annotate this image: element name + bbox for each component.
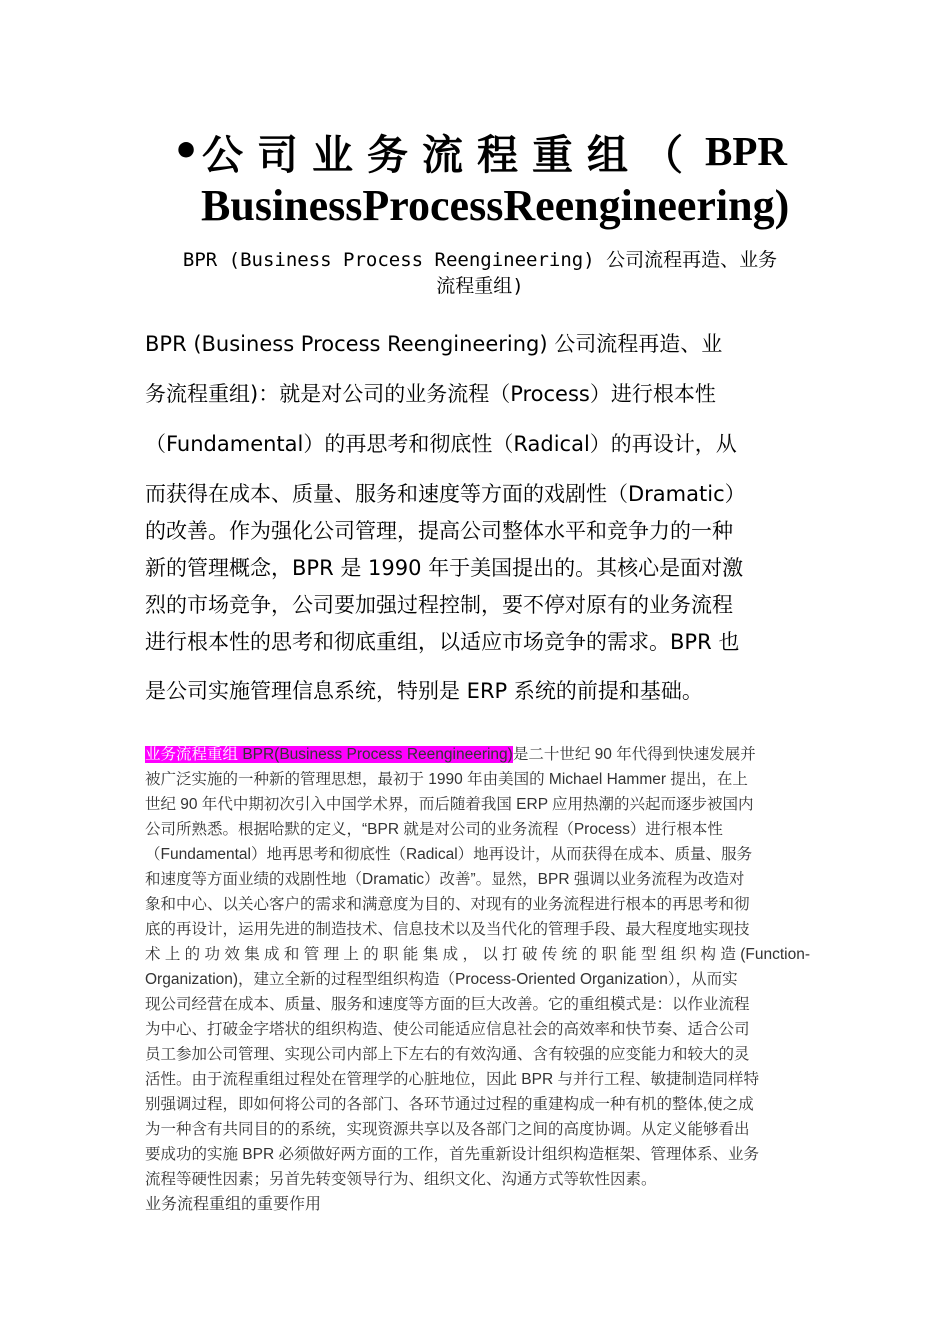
body-line: 要成功的实施 BPR 必须做好两方面的工作，首先重新设计组织构造框架、管理体系、业务: [145, 1146, 759, 1163]
heading-line-1: [172, 124, 812, 178]
body-line: 和速度等方面业绩的戏剧性地（Dramatic）改善”。显然，BPR 强调以业务流程为改造对: [145, 871, 745, 888]
section-heading: 业务流程重组的重要作用: [145, 1196, 322, 1213]
document-subtitle: [145, 247, 815, 299]
body-line: 员工参加公司管理、实现公司内部上下左右的有效沟通、含有较强的应变能力和较大的灵: [145, 1046, 750, 1063]
body-line: 现公司经营在成本、质量、服务和速度等方面的巨大改善。它的重组模式是：以作业流程: [145, 996, 750, 1013]
heading-bpr-text: BPR: [705, 128, 787, 174]
body-paragraph: [145, 742, 810, 1217]
intro-line: 新的管理概念，BPR 是 1990 年于美国提出的。其核心是面对激: [145, 556, 744, 580]
body-line: 公司所熟悉。根据哈默的定义，“BPR 就是对公司的业务流程（Process）进行根本性: [145, 821, 723, 838]
intro-line: （Fundamental）的再思考和彻底性（Radical）的再设计，从: [145, 432, 737, 456]
intro-line: BPR (Business Process Reengineering) 公司流程再造、业: [145, 332, 723, 356]
intro-line: 的改善。作为强化公司管理，提高公司整体水平和竞争力的一种: [145, 519, 733, 543]
heading-line-2: BusinessProcessReengineering): [201, 181, 790, 230]
subtitle-line-2: 流程重组): [436, 275, 524, 297]
body-line: Organization)，建立全新的过程型组织构造（Process-Oriented Organization），从而实: [145, 971, 738, 988]
intro-paragraph: [145, 326, 805, 710]
body-line: 象和中心、以关心客户的需求和满意度为目的、对现有的业务流程进行根本的再思考和彻: [145, 896, 750, 913]
body-line: 流程等硬性因素；另首先转变领导行为、组织文化、沟通方式等软性因素。: [145, 1171, 657, 1188]
body-line: 术上的功效集成和管理上的职能集成，以打破传统的职能型组织构造(Function-: [145, 946, 810, 963]
bullet-icon: •: [172, 125, 201, 177]
body-line: 别强调过程，即如何将公司的各部门、各环节通过过程的重建构成一种有机的整体,使之成: [145, 1096, 754, 1113]
body-line: 被广泛实施的一种新的管理思想，最初于 1990 年由美国的 Michael Hammer 提出，在上: [145, 771, 748, 788]
intro-line: 而获得在成本、质量、服务和速度等方面的戏剧性（Dramatic）: [145, 482, 746, 506]
intro-line: 务流程重组)：就是对公司的业务流程（Process）进行根本性: [145, 382, 716, 406]
intro-line: 进行根本性的思考和彻底重组，以适应市场竞争的需求。BPR 也: [145, 630, 740, 654]
body-line: （Fundamental）地再思考和彻底性（Radical）地再设计，从而获得在成本、质量、服务: [145, 846, 753, 863]
subtitle-line-1: BPR (Business Process Reengineering) 公司流程再造、业务: [182, 249, 778, 271]
highlighted-text: [145, 746, 513, 763]
document-heading: [172, 124, 812, 231]
highlight-bpr: BPR(Business Process Reengineering): [242, 746, 513, 763]
body-line: 为一种含有共同目的的系统，实现资源共享以及各部门之间的高度协调。从定义能够看出: [145, 1121, 750, 1138]
body-line: 活性。由于流程重组过程处在管理学的心脏地位，因此 BPR 与并行工程、敏捷制造同样特: [145, 1071, 759, 1088]
intro-line: 烈的市场竞争，公司要加强过程控制，要不停对原有的业务流程: [145, 593, 733, 617]
intro-line: 是公司实施管理信息系统，特别是 ERP 系统的前提和基础。: [145, 679, 703, 703]
highlight-cjk: 业务流程重组: [145, 746, 243, 763]
body-line-rest: 是二十世纪 90 年代得到快速发展并: [512, 746, 756, 763]
body-line: 为中心、打破金字塔状的组织构造、使公司能适应信息社会的高效率和快节奏、适合公司: [145, 1021, 750, 1038]
body-line-first: [145, 742, 810, 767]
body-line: 底的再设计，运用先进的制造技术、信息技术以及当代化的管理手段、最大程度地实现技: [145, 921, 750, 938]
body-line: 世纪 90 年代中期初次引入中国学术界，而后随着我国 ERP 应用热潮的兴起而逐步被国内: [145, 796, 754, 813]
heading-cjk-text: 公司业务流程重组（: [202, 130, 697, 179]
